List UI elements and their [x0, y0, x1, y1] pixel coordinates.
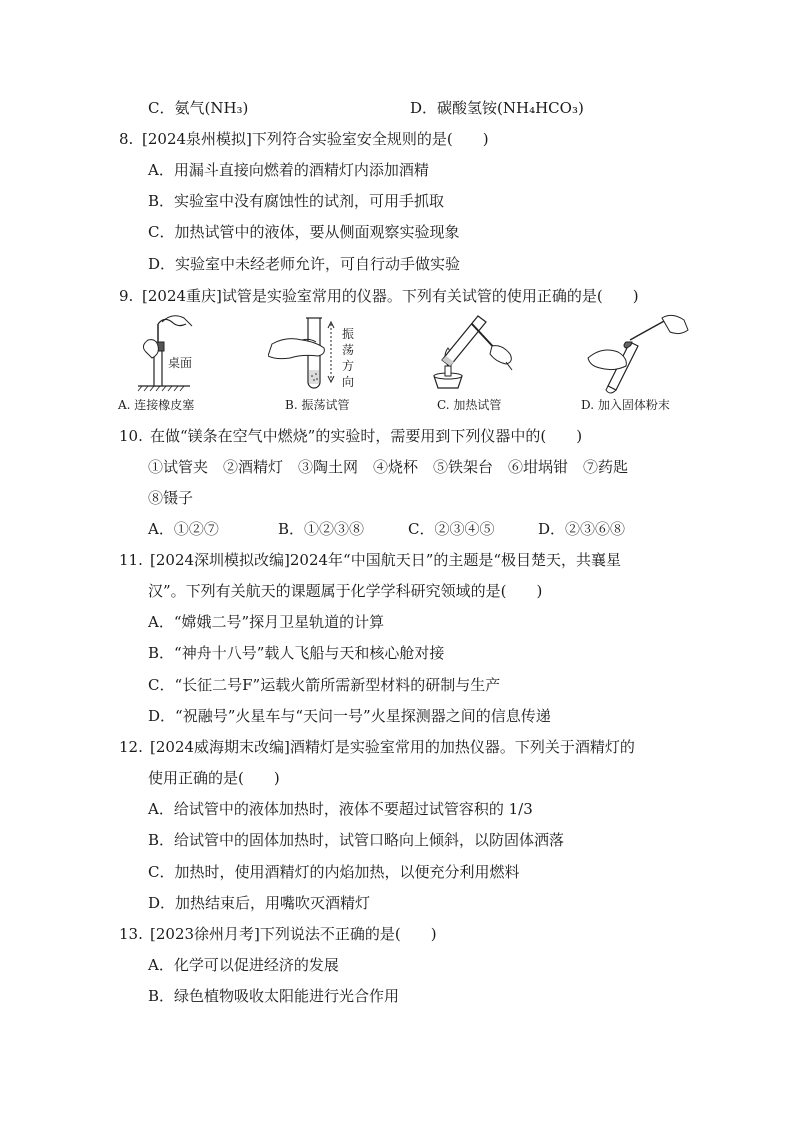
- figure-a-caption: A. 连接橡皮塞: [118, 398, 195, 412]
- q11-stem-line1: [2024深圳模拟改编]2024年“中国航天日”的主题是“极目楚天，共襄星: [150, 551, 622, 569]
- q11-option-b: B．“神舟十八号”载人飞船与天和核心舱对接: [148, 644, 445, 662]
- q13-number: 13.: [119, 925, 143, 943]
- q13-option-a: A．化学可以促进经济的发展: [148, 956, 339, 974]
- q10-stem: 在做“镁条在空气中燃烧”的实验时，需要用到下列仪器中的( ): [150, 427, 583, 445]
- q11-option-a: A．“嫦娥二号”探月卫星轨道的计算: [148, 613, 385, 631]
- figure-a-desk-label: 桌面: [168, 356, 193, 370]
- figure-c-heating-tube: [428, 310, 520, 396]
- figure-d-adding-powder: [586, 312, 690, 394]
- q11-stem-line2: 汉”。下列有关航天的课题属于化学学科研究领域的是( ): [148, 582, 543, 600]
- q8-option-c: C．加热试管中的液体，要从侧面观察实验现象: [148, 223, 460, 241]
- figure-d-caption: D. 加入固体粉末: [581, 398, 670, 412]
- figure-a-rubber-stopper: [128, 312, 208, 392]
- q8-option-d: D．实验室中未经老师允许，可自行动手做实验: [148, 255, 461, 273]
- q9-stem: [2024重庆]试管是实验室常用的仪器。下列有关试管的使用正确的是( ): [142, 287, 639, 305]
- q10-option-a: A．①②⑦: [148, 520, 219, 538]
- q10-option-c: C．②③④⑤: [408, 520, 495, 538]
- q7-option-c: C．氨气(NH₃): [148, 99, 249, 117]
- q10-items-line1: ①试管夹 ②酒精灯 ③陶土网 ④烧杯 ⑤铁架台 ⑥坩埚钳 ⑦药匙: [148, 458, 629, 476]
- q8-option-b: B．实验室中没有腐蚀性的试剂，可用手抓取: [148, 192, 445, 210]
- q13-stem: [2023徐州月考]下列说法不正确的是( ): [150, 925, 437, 943]
- q11-option-d: D．“祝融号”火星车与“天问一号”火星探测器之间的信息传递: [148, 707, 551, 725]
- q11-number: 11.: [119, 551, 143, 569]
- q12-option-a: A．给试管中的液体加热时，液体不要超过试管容积的 1/3: [148, 800, 533, 818]
- figure-c-caption: C. 加热试管: [437, 398, 502, 412]
- q12-option-b: B．给试管中的固体加热时，试管口略向上倾斜，以防固体洒落: [148, 831, 565, 849]
- figure-b-caption: B. 振荡试管: [285, 398, 350, 412]
- figure-b-shaking-tube: [268, 314, 338, 394]
- q10-option-b: B．①②③⑧: [278, 520, 365, 538]
- q11-option-c: C．“长征二号F”运载火箭所需新型材料的研制与生产: [148, 676, 501, 694]
- q10-option-d: D．②③⑥⑧: [538, 520, 626, 538]
- q7-option-d: D．碳酸氢铵(NH₄HCO₃): [410, 99, 584, 117]
- q9-number: 9.: [119, 287, 134, 305]
- q8-option-a: A．用漏斗直接向燃着的酒精灯内添加酒精: [148, 161, 429, 179]
- q13-option-b: B．绿色植物吸收太阳能进行光合作用: [148, 987, 400, 1005]
- q12-stem-line2: 使用正确的是( ): [148, 769, 280, 787]
- q12-number: 12.: [119, 738, 143, 756]
- q8-number: 8.: [119, 130, 134, 148]
- q12-option-d: D．加热结束后，用嘴吹灭酒精灯: [148, 894, 371, 912]
- figure-b-direction-label: 振荡方向: [342, 327, 355, 389]
- q10-number: 10.: [119, 427, 143, 445]
- q10-items-line2: ⑧镊子: [148, 489, 194, 507]
- q12-stem-line1: [2024威海期末改编]酒精灯是实验室常用的加热仪器。下列关于酒精灯的: [150, 738, 635, 756]
- q12-option-c: C．加热时，使用酒精灯的内焰加热，以便充分利用燃料: [148, 863, 520, 881]
- q8-stem: [2024泉州模拟]下列符合实验室安全规则的是( ): [142, 130, 489, 148]
